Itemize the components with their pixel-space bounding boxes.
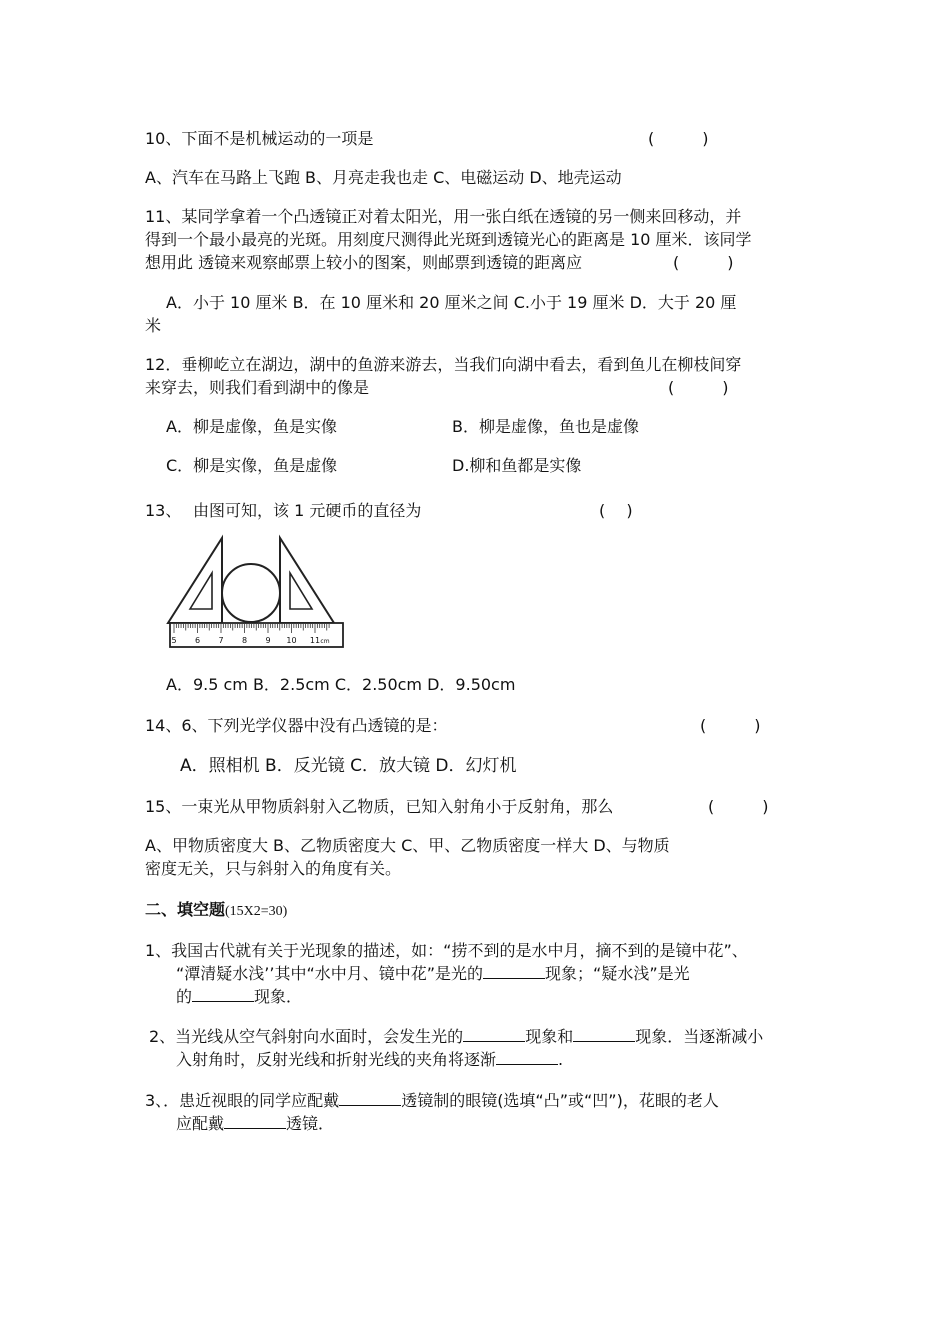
f3-line-2-text-b: 透镜． <box>286 1114 335 1133</box>
q10-answer-paren: ( ) <box>648 129 709 148</box>
f2-line-1-text-b: 现象和 <box>525 1027 574 1046</box>
f3-line-1-text-a: 3、．患近视眼的同学应配戴 <box>145 1091 340 1110</box>
section-2-title <box>145 898 287 923</box>
f2-line-1 <box>149 1025 763 1048</box>
q11-options-line-1: A．小于 10 厘米 B．在 10 厘米和 20 厘米之间 C.小于 19 厘米 D．大于 20 厘 <box>166 293 737 312</box>
f3-blank-2[interactable] <box>224 1112 286 1129</box>
coin-ruler-figure <box>160 533 350 655</box>
f1-line-3 <box>176 985 302 1008</box>
q15-answer-paren: ( ) <box>708 797 769 816</box>
q11-line-3: 想用此 透镜来观察邮票上较小的图案，则邮票到透镜的距离应 <box>145 253 583 272</box>
f3-line-1 <box>145 1089 719 1112</box>
q13-options: A．9.5 cm B．2.5cm C．2.50cm D．9.50cm <box>166 675 516 694</box>
ruler-tick-label: 10 <box>286 636 297 645</box>
right-set-square <box>280 538 334 623</box>
ruler-tick-label: 9 <box>265 636 271 645</box>
f1-line-2 <box>176 962 690 985</box>
f2-line-2 <box>176 1048 563 1071</box>
f2-line-1-text-a: 2、当光线从空气斜射向水面时，会发生光的 <box>149 1027 464 1046</box>
q12-option-b: B．柳是虚像，鱼也是虚像 <box>452 417 639 436</box>
ruler-tick-label: 5 <box>171 636 177 645</box>
f1-line-2-text-b: 现象；“疑水浅”是光 <box>545 964 690 983</box>
f1-line-3-text-a: 的 <box>176 987 193 1006</box>
q14-stem: 14、6、下列光学仪器中没有凸透镜的是： <box>145 716 448 735</box>
f3-line-2-text-a: 应配戴 <box>176 1114 225 1133</box>
ruler-unit-label: cm <box>320 638 330 645</box>
f2-line-1-text-c: 现象．当逐渐减小 <box>635 1027 764 1046</box>
q11-line-1: 11、某同学拿着一个凸透镜正对着太阳光，用一张白纸在透镜的另一侧来回移动，并 <box>145 207 742 226</box>
f3-line-1-text-b: 透镜制的眼镜(选填“凸”或“凹”)，花眼的老人 <box>401 1091 719 1110</box>
ruler-tick-label: 8 <box>241 636 248 645</box>
f2-blank-2[interactable] <box>573 1025 635 1042</box>
q15-stem: 15、一束光从甲物质斜射入乙物质，已知入射角小于反射角，那么 <box>145 797 614 816</box>
q11-options-line-2: 米 <box>145 316 162 335</box>
q12-option-c: C．柳是实像，鱼是虚像 <box>166 456 338 475</box>
f1-line-2-text-a: “潭清疑水浅’’其中“水中月、镜中花”是光的 <box>176 964 484 983</box>
q13-answer-paren: ( ) <box>599 501 633 520</box>
q12-line-1: 12．垂柳屹立在湖边，湖中的鱼游来游去，当我们向湖中看去，看到鱼儿在柳枝间穿 <box>145 355 742 374</box>
ruler-tick-label: 11 <box>309 636 321 645</box>
f2-blank-3[interactable] <box>496 1048 558 1065</box>
f2-line-2-text-b: . <box>558 1050 564 1069</box>
q14-answer-paren: ( ) <box>700 716 761 735</box>
q12-option-a: A．柳是虚像，鱼是实像 <box>166 417 337 436</box>
f2-blank-1[interactable] <box>463 1025 525 1042</box>
ruler-tick-label: 7 <box>218 636 224 645</box>
f1-line-3-text-b: 现象． <box>254 987 303 1006</box>
section-2-heading: 二、填空题 <box>145 900 226 919</box>
q15-options-line-2: 密度无关，只与斜射入的角度有关。 <box>145 859 402 878</box>
left-set-square <box>168 538 222 623</box>
q12-option-d: D.柳和鱼都是实像 <box>452 456 582 475</box>
f1-blank-1[interactable] <box>483 962 545 979</box>
q13-number: 13、 <box>145 501 182 520</box>
q10-options: A、汽车在马路上飞跑 B、月亮走我也走 C、电磁运动 D、地壳运动 <box>145 168 622 187</box>
section-2-score: (15X2=30) <box>225 904 288 919</box>
f3-blank-1[interactable] <box>339 1089 401 1106</box>
q11-answer-paren: ( ) <box>673 253 734 272</box>
f2-line-2-text-a: 入射角时，反射光线和折射光线的夹角将逐渐 <box>176 1050 497 1069</box>
q10-stem: 10、下面不是机械运动的一项是 <box>145 129 374 148</box>
q12-answer-paren: ( ) <box>668 378 729 397</box>
q13-stem: 由图可知，该 1 元硬币的直径为 <box>193 501 422 520</box>
q11-line-2: 得到一个最小最亮的光斑。用刻度尺测得此光斑到透镜光心的距离是 10 厘米．该同学 <box>145 230 752 249</box>
q14-options: A．照相机 B．反光镜 C．放大镜 D．幻灯机 <box>180 756 517 776</box>
f1-blank-2[interactable] <box>192 985 254 1002</box>
q15-options-line-1: A、甲物质密度大 B、乙物质密度大 C、甲、乙物质密度一样大 D、与物质 <box>145 836 670 855</box>
ruler-tick-label: 6 <box>194 636 201 645</box>
q12-line-2: 来穿去，则我们看到湖中的像是 <box>145 378 370 397</box>
coin <box>222 564 280 622</box>
f3-line-2 <box>176 1112 334 1135</box>
f1-line-1: 1、我国古代就有关于光现象的描述，如：“捞不到的是水中月，摘不到的是镜中花”、 <box>145 941 748 960</box>
